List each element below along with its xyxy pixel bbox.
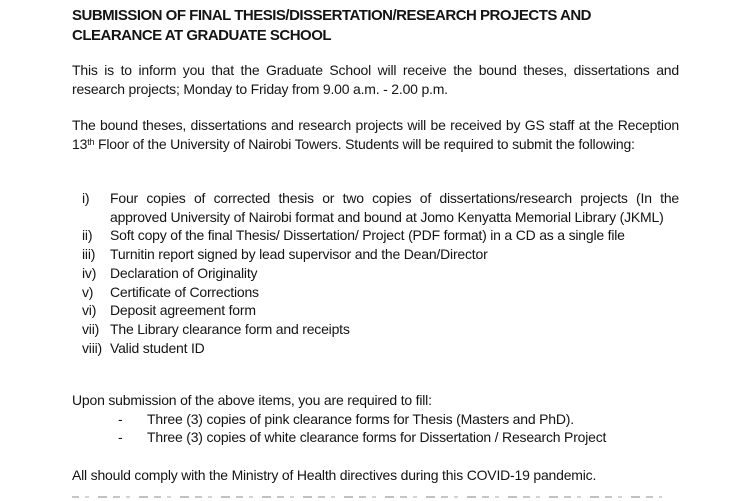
clearance-form-item [72,410,679,429]
requirement-text: The Library clearance form and receipts [110,320,350,337]
requirement-item [72,264,679,283]
requirement-item [72,320,679,339]
dash-marker: - [118,429,123,446]
requirement-marker: ii) [82,227,93,244]
requirement-text: Soft copy of the final Thesis/ Dissertation/ Project (PDF format) in a CD as a single file [110,227,625,244]
clearance-form-item [72,428,679,447]
requirement-marker: iv) [82,264,97,281]
upon-submission-section [72,391,679,447]
ordinal-superscript: th [87,136,95,147]
requirement-marker: v) [82,283,94,300]
requirement-text: Deposit agreement form [110,302,256,319]
intro-paragraph: This is to inform you that the Graduate School will receive the bound theses, dissertations and research projects; Monday to Friday from 9.00 a.m. - 2.00 p.m. [72,62,679,97]
requirement-item [72,283,679,302]
requirement-marker: iii) [82,246,96,263]
requirements-list [72,189,679,357]
reception-paragraph [72,116,679,153]
reception-paragraph-start: The bound theses, dissertations and research projects will be received by GS staff at the Reception 13 [72,117,679,152]
page-title: SUBMISSION OF FINAL THESIS/DISSERTATION/RESEARCH PROJECTS AND CLEARANCE AT GRADUATE SCHOOL [72,7,591,44]
requirement-item [72,301,679,320]
covid-notice: All should comply with the Ministry of Health directives during this COVID-19 pandemic. [72,467,597,483]
requirement-marker: viii) [82,339,102,356]
requirement-item [72,339,679,358]
requirement-marker: i) [82,190,90,206]
requirement-text: Valid student ID [110,339,205,356]
cutoff-next-line [72,496,662,501]
requirement-marker: vii) [82,320,100,337]
upon-submission-intro: Upon submission of the above items, you are required to fill: [72,392,432,408]
clearance-form-text: Three (3) copies of white clearance forms for Dissertation / Research Project [147,429,607,446]
reception-paragraph-end: Floor of the University of Nairobi Towers. Students will be required to submit the following: [94,135,635,152]
requirement-item [72,245,679,264]
requirement-item [72,226,679,245]
requirement-text: Four copies of corrected thesis or two copies of dissertations/research projects (In the approved University of Nairobi format and bound at Jomo Kenyatta Memorial Library (JKML) [110,190,679,225]
requirement-marker: vi) [82,302,97,319]
requirement-item [72,189,679,226]
requirement-text: Turnitin report signed by lead supervisor and the Dean/Director [110,246,488,263]
requirement-text: Declaration of Originality [110,264,258,281]
clearance-form-text: Three (3) copies of pink clearance forms for Thesis (Masters and PhD). [147,410,574,427]
dash-marker: - [118,410,123,427]
requirement-text: Certificate of Corrections [110,283,259,300]
